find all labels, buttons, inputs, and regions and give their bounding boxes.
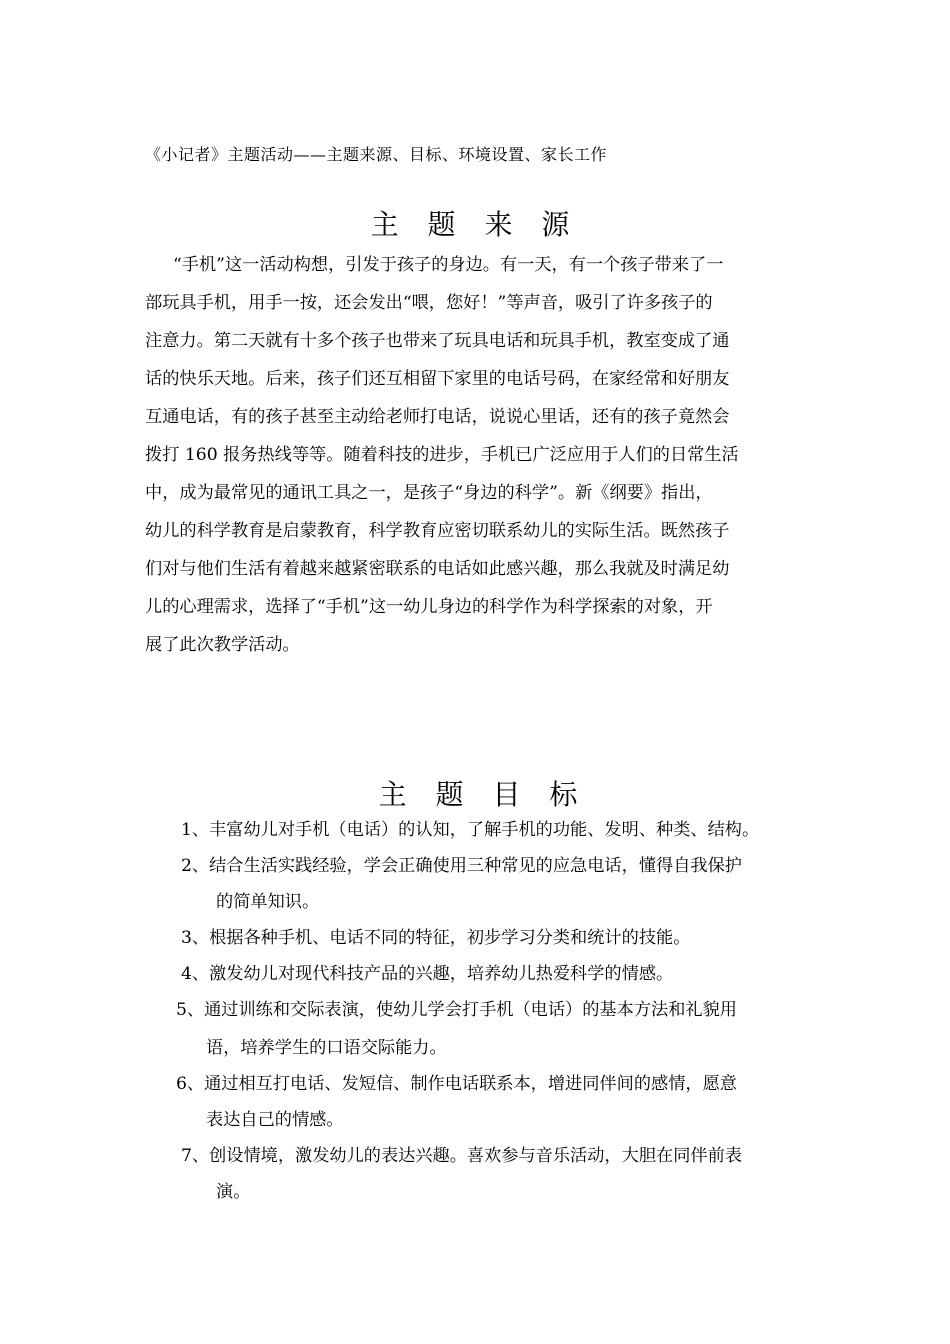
document-title: 《小记者》主题活动——主题来源、目标、环境设置、家长工作 <box>145 145 608 164</box>
goal-item-5-continued: 语，培养学生的口语交际能力。 <box>206 1038 447 1058</box>
goal-item-4: 4、激发幼儿对现代科技产品的兴趣，培养幼儿热爱科学的情感。 <box>181 964 674 984</box>
paragraph-line: 互通电话，有的孩子甚至主动给老师打电话，说说心里话，还有的孩子竟然会 <box>145 407 730 427</box>
goal-item-5: 5、通过训练和交际表演，使幼儿学会打手机（电话）的基本方法和礼貌用 <box>176 1000 737 1020</box>
source-paragraph <box>145 246 815 664</box>
paragraph-line: 中，成为最常见的通讯工具之一，是孩子“身边的科学”。新《纲要》指出， <box>145 483 713 503</box>
goal-item-1: 1、丰富幼儿对手机（电话）的认知，了解手机的功能、发明、种类、结构。 <box>181 820 760 840</box>
paragraph-line: 话的快乐天地。后来，孩子们还互相留下家里的电话号码，在家经常和好朋友 <box>145 369 730 389</box>
goal-item-6: 6、通过相互打电话、发短信、制作电话联系本，增进同伴间的感情，愿意 <box>176 1074 737 1094</box>
section-heading-goals: 主 题 目 标 <box>378 778 588 811</box>
paragraph-line: “手机”这一活动构想，引发于孩子的身边。有一天，有一个孩子带来了一 <box>173 255 724 275</box>
paragraph-line: 幼儿的科学教育是启蒙教育，科学教育应密切联系幼儿的实际生活。既然孩子 <box>145 521 730 541</box>
paragraph-line: 儿的心理需求，选择了“手机”这一幼儿身边的科学作为科学探索的对象，开 <box>145 597 713 617</box>
paragraph-line: 注意力。第二天就有十多个孩子也带来了玩具电话和玩具手机，教室变成了通 <box>145 331 730 351</box>
section-heading-source: 主 题 来 源 <box>370 208 580 241</box>
paragraph-line: 拨打 160 报务热线等等。随着科技的进步，手机已广泛应用于人们的日常生活 <box>145 445 739 465</box>
goal-item-7-continued: 演。 <box>216 1182 251 1202</box>
goal-item-2: 2、结合生活实践经验，学会正确使用三种常见的应急电话，懂得自我保护 <box>181 856 742 876</box>
goal-item-3: 3、根据各种手机、电话不同的特征，初步学习分类和统计的技能。 <box>181 928 691 948</box>
paragraph-line: 展了此次教学活动。 <box>145 635 300 655</box>
goal-item-2-continued: 的简单知识。 <box>216 892 320 912</box>
paragraph-line: 们对与他们生活有着越来越紧密联系的电话如此感兴趣，那么我就及时满足幼 <box>145 559 730 579</box>
goal-item-6-continued: 表达自己的情感。 <box>206 1110 344 1130</box>
paragraph-line: 部玩具手机，用手一按，还会发出“喂，您好！”等声音，吸引了许多孩子的 <box>145 293 713 313</box>
goal-item-7: 7、创设情境，激发幼儿的表达兴趣。喜欢参与音乐活动，大胆在同伴前表 <box>181 1146 742 1166</box>
